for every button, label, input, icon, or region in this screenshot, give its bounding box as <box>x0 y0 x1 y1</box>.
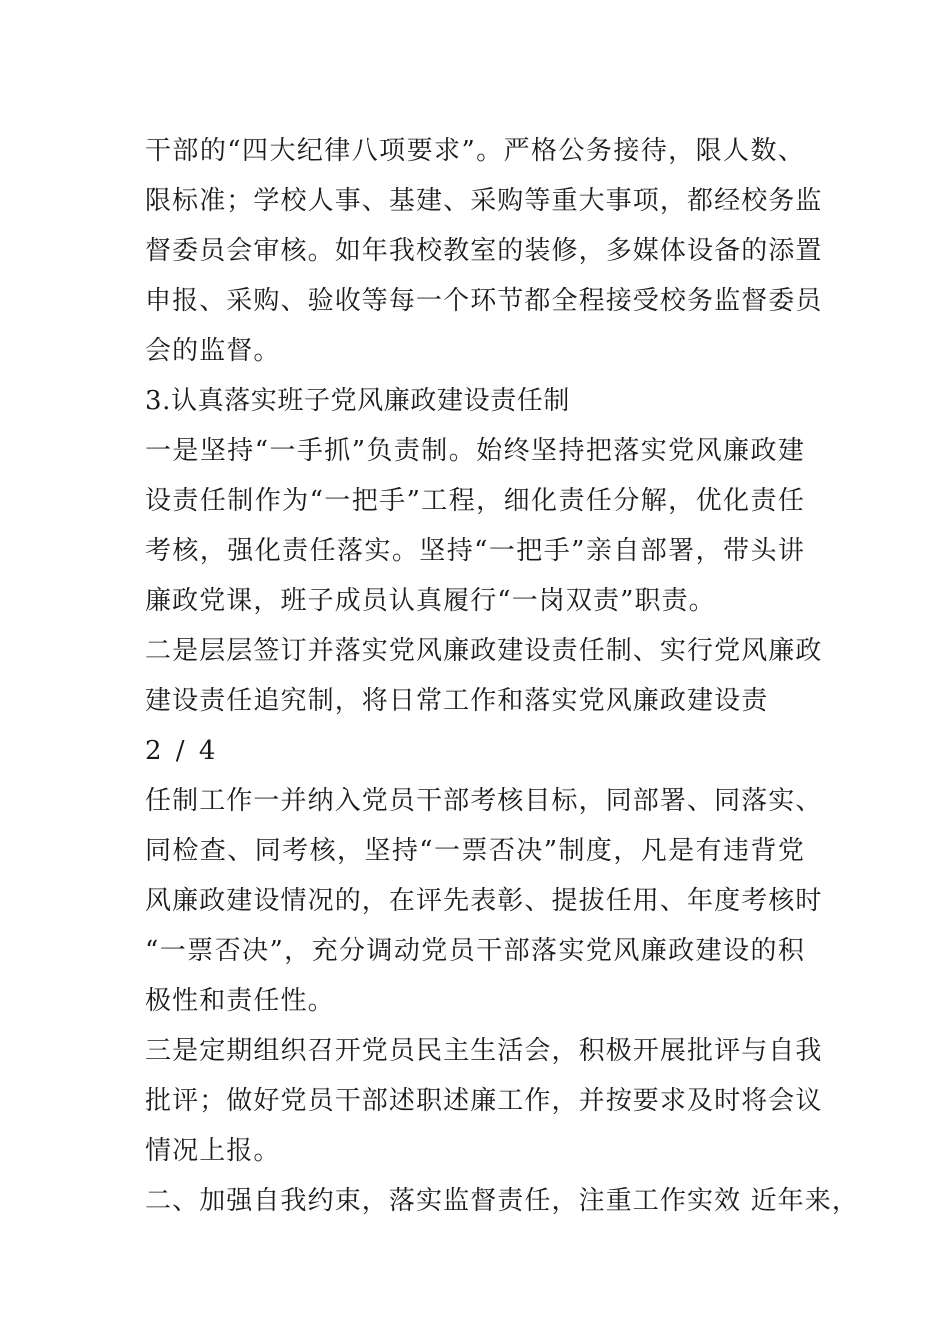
text-line: 极性和责任性。 <box>145 986 335 1016</box>
text-line: 情况上报。 <box>145 1136 281 1166</box>
text-line: 批评；做好党员干部述职述廉工作，并按要求及时将会议 <box>145 1086 823 1116</box>
text-line: 会的监督。 <box>145 336 281 366</box>
text-line: 风廉政建设情况的，在评先表彰、提拔任用、年度考核时 <box>145 886 823 916</box>
text-line: 督委员会审核。如年我校教室的装修，多媒体设备的添置 <box>145 236 823 266</box>
text-line: 廉政党课，班子成员认真履行“一岗双责”职责。 <box>145 586 716 616</box>
text-line: 二是层层签订并落实党风廉政建设责任制、实行党风廉政 <box>145 636 823 666</box>
text-line: “一票否决”，充分调动党员干部落实党风廉政建设的积 <box>145 936 805 966</box>
text-line: 申报、采购、验收等每一个环节都全程接受校务监督委员 <box>145 286 823 316</box>
text-line: 考核，强化责任落实。坚持“一把手”亲自部署，带头讲 <box>145 536 805 566</box>
section-heading: 二、加强自我约束，落实监督责任，注重工作实效 近年来， <box>145 1186 859 1216</box>
text-line: 限标准；学校人事、基建、采购等重大事项，都经校务监 <box>145 186 823 216</box>
page-number: 2 / 4 <box>145 736 219 766</box>
text-line: 任制工作一并纳入党员干部考核目标，同部署、同落实、 <box>145 786 823 816</box>
text-line: 干部的“四大纪律八项要求”。严格公务接待，限人数、 <box>145 136 805 166</box>
text-line: 三是定期组织召开党员民主生活会，积极开展批评与自我 <box>145 1036 823 1066</box>
text-line: 同检查、同考核，坚持“一票否决”制度，凡是有违背党 <box>145 836 805 866</box>
text-line: 一是坚持“一手抓”负责制。始终坚持把落实党风廉政建 <box>145 436 805 466</box>
section-heading: 3.认真落实班子党风廉政建设责任制 <box>145 386 571 416</box>
text-line: 建设责任追究制，将日常工作和落实党风廉政建设责 <box>145 686 769 716</box>
text-line: 设责任制作为“一把手”工程，细化责任分解，优化责任 <box>145 486 805 516</box>
